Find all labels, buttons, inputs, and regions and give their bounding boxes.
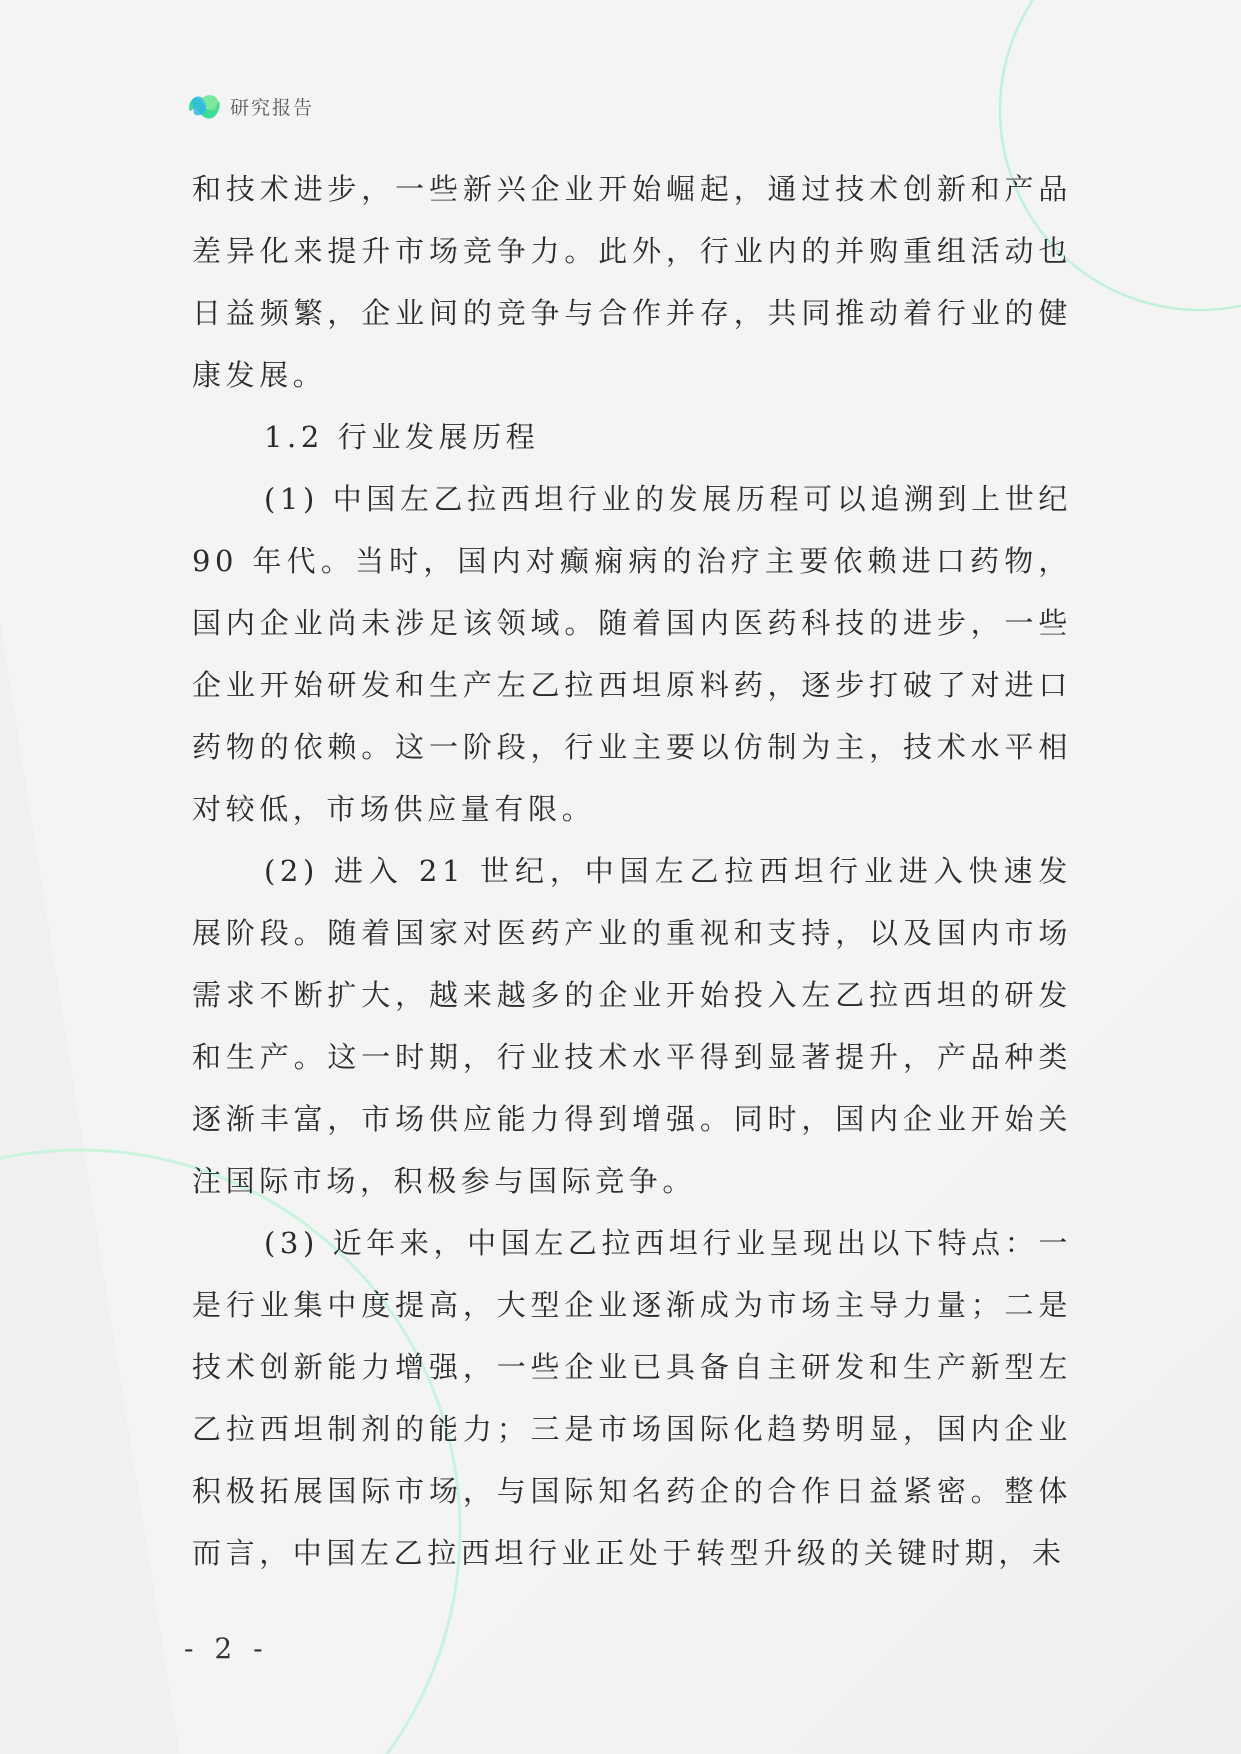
paragraph-3: (3) 近年来，中国左乙拉西坦行业呈现出以下特点：一是行业集中度提高，大型企业逐渐成为市场主导力量；二是技术创新能力增强，一些企业已具备自主研发和生产新型左乙拉西坦制剂的能力；三是市场国际化趋势明显，国内企业积极拓展国际市场，与国际知名药企的合作日益紧密。整体而言，中国左乙拉西坦行业正处于转型升级的关键时期，未 — [192, 1226, 1072, 1570]
document-body — [192, 158, 1072, 1584]
report-header — [186, 88, 314, 124]
page-number: - 2 - — [184, 1632, 269, 1665]
section-heading: 1.2 行业发展历程 — [264, 420, 540, 454]
logo-icon — [186, 90, 222, 122]
paragraph-1: (1) 中国左乙拉西坦行业的发展历程可以追溯到上世纪 90 年代。当时，国内对癫痫病的治疗主要依赖进口药物，国内企业尚未涉足该领域。随着国内医药科技的进步，一些企业开始研发和生产左乙拉西坦原料药，逐步打破了对进口药物的依赖。这一阶段，行业主要以仿制为主，技术水平相对较低，市场供应量有限。 — [192, 482, 1072, 826]
header-title: 研究报告 — [230, 96, 315, 119]
paragraph-2: (2) 进入 21 世纪，中国左乙拉西坦行业进入快速发展阶段。随着国家对医药产业的重视和支持，以及国内市场需求不断扩大，越来越多的企业开始投入左乙拉西坦的研发和生产。这一时期，行业技术水平得到显著提升，产品种类逐渐丰富，市场供应能力得到增强。同时，国内企业开始关注国际市场，积极参与国际竞争。 — [192, 854, 1072, 1198]
paragraph-continued: 和技术进步，一些新兴企业开始崛起，通过技术创新和产品差异化来提升市场竞争力。此外，行业内的并购重组活动也日益频繁，企业间的竞争与合作并存，共同推动着行业的健康发展。 — [192, 172, 1072, 392]
